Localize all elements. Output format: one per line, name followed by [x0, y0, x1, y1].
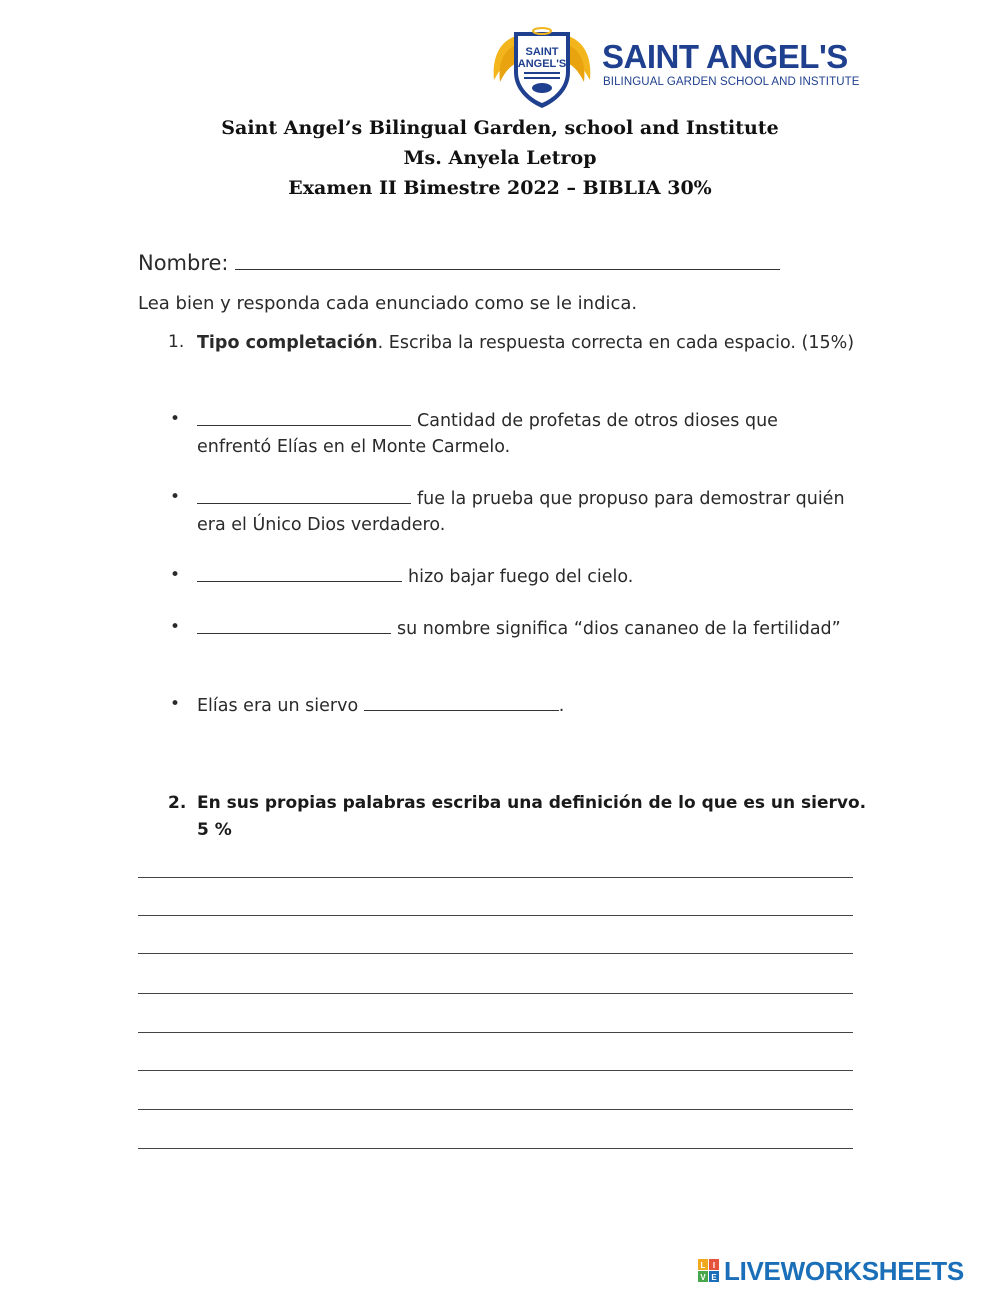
school-logo: [488, 22, 858, 110]
name-blank[interactable]: [235, 251, 780, 270]
answer-blank[interactable]: [197, 486, 411, 504]
name-label: Nombre:: [138, 251, 229, 275]
school-title: Saint Angel’s Bilingual Garden, school and Institute: [221, 117, 779, 139]
section2-question: En sus propias palabras escriba una definición de lo que es un siervo. 5 %: [197, 793, 867, 840]
item-text: fue la prueba que propuso para demostrar quién era el Único Dios verdadero.: [197, 489, 845, 535]
fill-item: [197, 486, 857, 538]
answer-line[interactable]: [138, 1070, 853, 1071]
fill-item: [197, 408, 857, 460]
section1-title-bold: Tipo completación: [197, 333, 378, 353]
fill-item: [197, 616, 857, 642]
section1-title-rest: . Escriba la respuesta correcta en cada espacio. (15%): [377, 333, 855, 353]
item-text: Cantidad de profetas de otros dioses que enfrentó Elías en el Monte Carmelo.: [197, 411, 778, 457]
answer-line[interactable]: [138, 1032, 853, 1033]
logo-tagline: BILINGUAL GARDEN SCHOOL AND INSTITUTE: [603, 76, 860, 88]
bullet-icon: •: [170, 565, 181, 585]
svg-text:ANGEL'S: ANGEL'S: [517, 58, 567, 70]
exam-title: Examen II Bimestre 2022 – BIBLIA 30%: [288, 177, 712, 199]
answer-line[interactable]: [138, 1148, 853, 1149]
answer-blank[interactable]: [197, 564, 402, 582]
svg-text:E: E: [711, 1273, 717, 1282]
svg-text:SAINT: SAINT: [525, 46, 559, 58]
section1-heading: [197, 330, 857, 356]
bullet-icon: •: [170, 694, 181, 714]
answer-blank[interactable]: [197, 616, 391, 634]
teacher-name: Ms. Anyela Letrop: [403, 147, 597, 169]
answer-blank[interactable]: [364, 693, 559, 711]
liveworksheets-logo: [698, 1256, 994, 1286]
answer-line[interactable]: [138, 993, 853, 994]
answer-line[interactable]: [138, 953, 853, 954]
svg-text:V: V: [700, 1273, 706, 1282]
bullet-icon: •: [170, 617, 181, 637]
answer-blank[interactable]: [197, 408, 411, 426]
name-row: [138, 251, 780, 275]
item-text: Elías era un siervo: [197, 696, 359, 716]
shield-wings-icon: [488, 22, 596, 110]
logo-name: SAINT ANGEL'S: [602, 38, 848, 75]
fill-item: [197, 693, 857, 719]
liveworksheets-icon: [698, 1259, 720, 1283]
item-text-end: .: [558, 696, 565, 716]
svg-text:L: L: [700, 1261, 706, 1270]
instructions: Lea bien y responda cada enunciado como se le indica.: [138, 293, 638, 314]
bullet-icon: •: [170, 409, 181, 429]
item-text: hizo bajar fuego del cielo.: [408, 567, 634, 587]
item-text: su nombre significa “dios cananeo de la fertilidad”: [397, 619, 841, 639]
fill-item: [197, 564, 857, 590]
section2-number: 2.: [168, 793, 187, 813]
section1-number: 1.: [168, 332, 185, 352]
answer-line[interactable]: [138, 877, 853, 878]
bullet-icon: •: [170, 487, 181, 507]
liveworksheets-text: LIVEWORKSHEETS: [724, 1256, 964, 1286]
answer-line[interactable]: [138, 1109, 853, 1110]
answer-line[interactable]: [138, 915, 853, 916]
svg-text:I: I: [712, 1261, 716, 1270]
